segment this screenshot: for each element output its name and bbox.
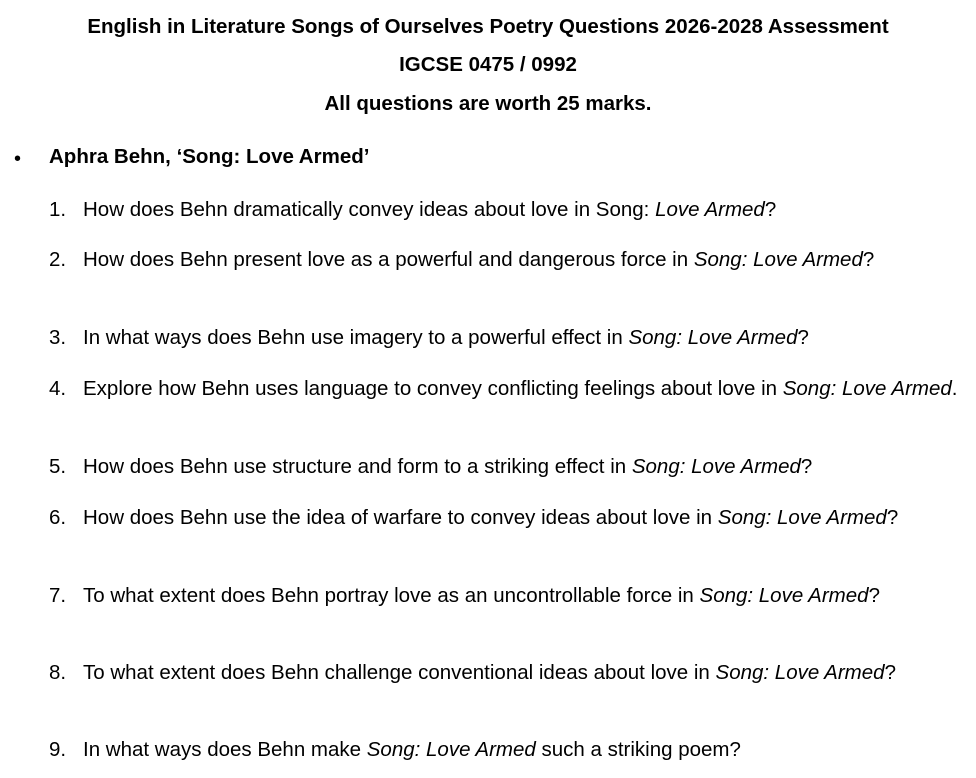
question-text (83, 505, 963, 531)
question-number: 8. (49, 661, 67, 684)
question-text-plain: Explore how Behn uses language to convey conflicting feelings about love in (83, 377, 783, 400)
poem-title-italic: Love Armed (655, 198, 765, 221)
question-punctuation: ? (886, 506, 899, 529)
question-number: 6. (49, 506, 67, 529)
question-text (83, 454, 963, 480)
poem-title-italic: Song: Love Armed (717, 506, 887, 529)
question-number: 9. (49, 738, 67, 761)
question-punctuation: ? (764, 198, 777, 221)
question-text-plain: In what ways does Behn make (83, 738, 367, 761)
question-punctuation: ? (862, 248, 875, 271)
question-punctuation: ? (797, 326, 809, 349)
question-text-plain: How does Behn present love as a powerful and dangerous force in (83, 248, 694, 271)
question-text (83, 376, 963, 402)
poem-title-italic: Song: Love Armed (699, 584, 869, 607)
question-text (83, 737, 963, 763)
poem-title-italic: Song: Love Armed (631, 455, 801, 478)
question-punctuation: . (951, 377, 958, 400)
poem-title-italic: Song: Love Armed (782, 377, 952, 400)
question-number: 3. (49, 326, 67, 349)
question-number: 2. (49, 248, 67, 271)
document-title: English in Literature Songs of Ourselves Poetry Questions 2026-2028 Assessment (87, 15, 889, 38)
question-text (83, 583, 963, 609)
poem-title-italic: Song: Love Armed (628, 326, 798, 349)
question-text-plain: In what ways does Behn use imagery to a powerful effect in (83, 326, 629, 349)
question-punctuation: ? (868, 584, 880, 607)
question-text-plain: How does Behn dramatically convey ideas about love in Song: (83, 198, 656, 221)
poem-title-italic: Song: Love Armed (715, 661, 885, 684)
question-text (83, 325, 963, 351)
question-text-plain: To what extent does Behn challenge conventional ideas about love in (83, 661, 716, 684)
marks-note: All questions are worth 25 marks. (324, 92, 652, 115)
bullet-icon: • (14, 148, 22, 170)
question-number: 4. (49, 377, 67, 400)
question-text-plain: How does Behn use structure and form to a striking effect in (83, 455, 632, 478)
question-text-plain: How does Behn use the idea of warfare to convey ideas about love in (83, 506, 718, 529)
course-code: IGCSE 0475 / 0992 (399, 53, 577, 76)
question-punctuation: such a striking poem? (535, 738, 741, 761)
question-punctuation: ? (800, 455, 813, 478)
question-text (83, 247, 963, 273)
poem-heading: Aphra Behn, ‘Song: Love Armed’ (49, 145, 370, 168)
question-text (83, 197, 963, 223)
question-text (83, 660, 963, 686)
poem-title-italic: Song: Love Armed (693, 248, 863, 271)
poem-title-italic: Song: Love Armed (366, 738, 536, 761)
question-number: 1. (49, 198, 67, 221)
question-punctuation: ? (884, 661, 896, 684)
question-number: 7. (49, 584, 67, 607)
question-number: 5. (49, 455, 67, 478)
question-text-plain: To what extent does Behn portray love as an uncontrollable force in (83, 584, 700, 607)
